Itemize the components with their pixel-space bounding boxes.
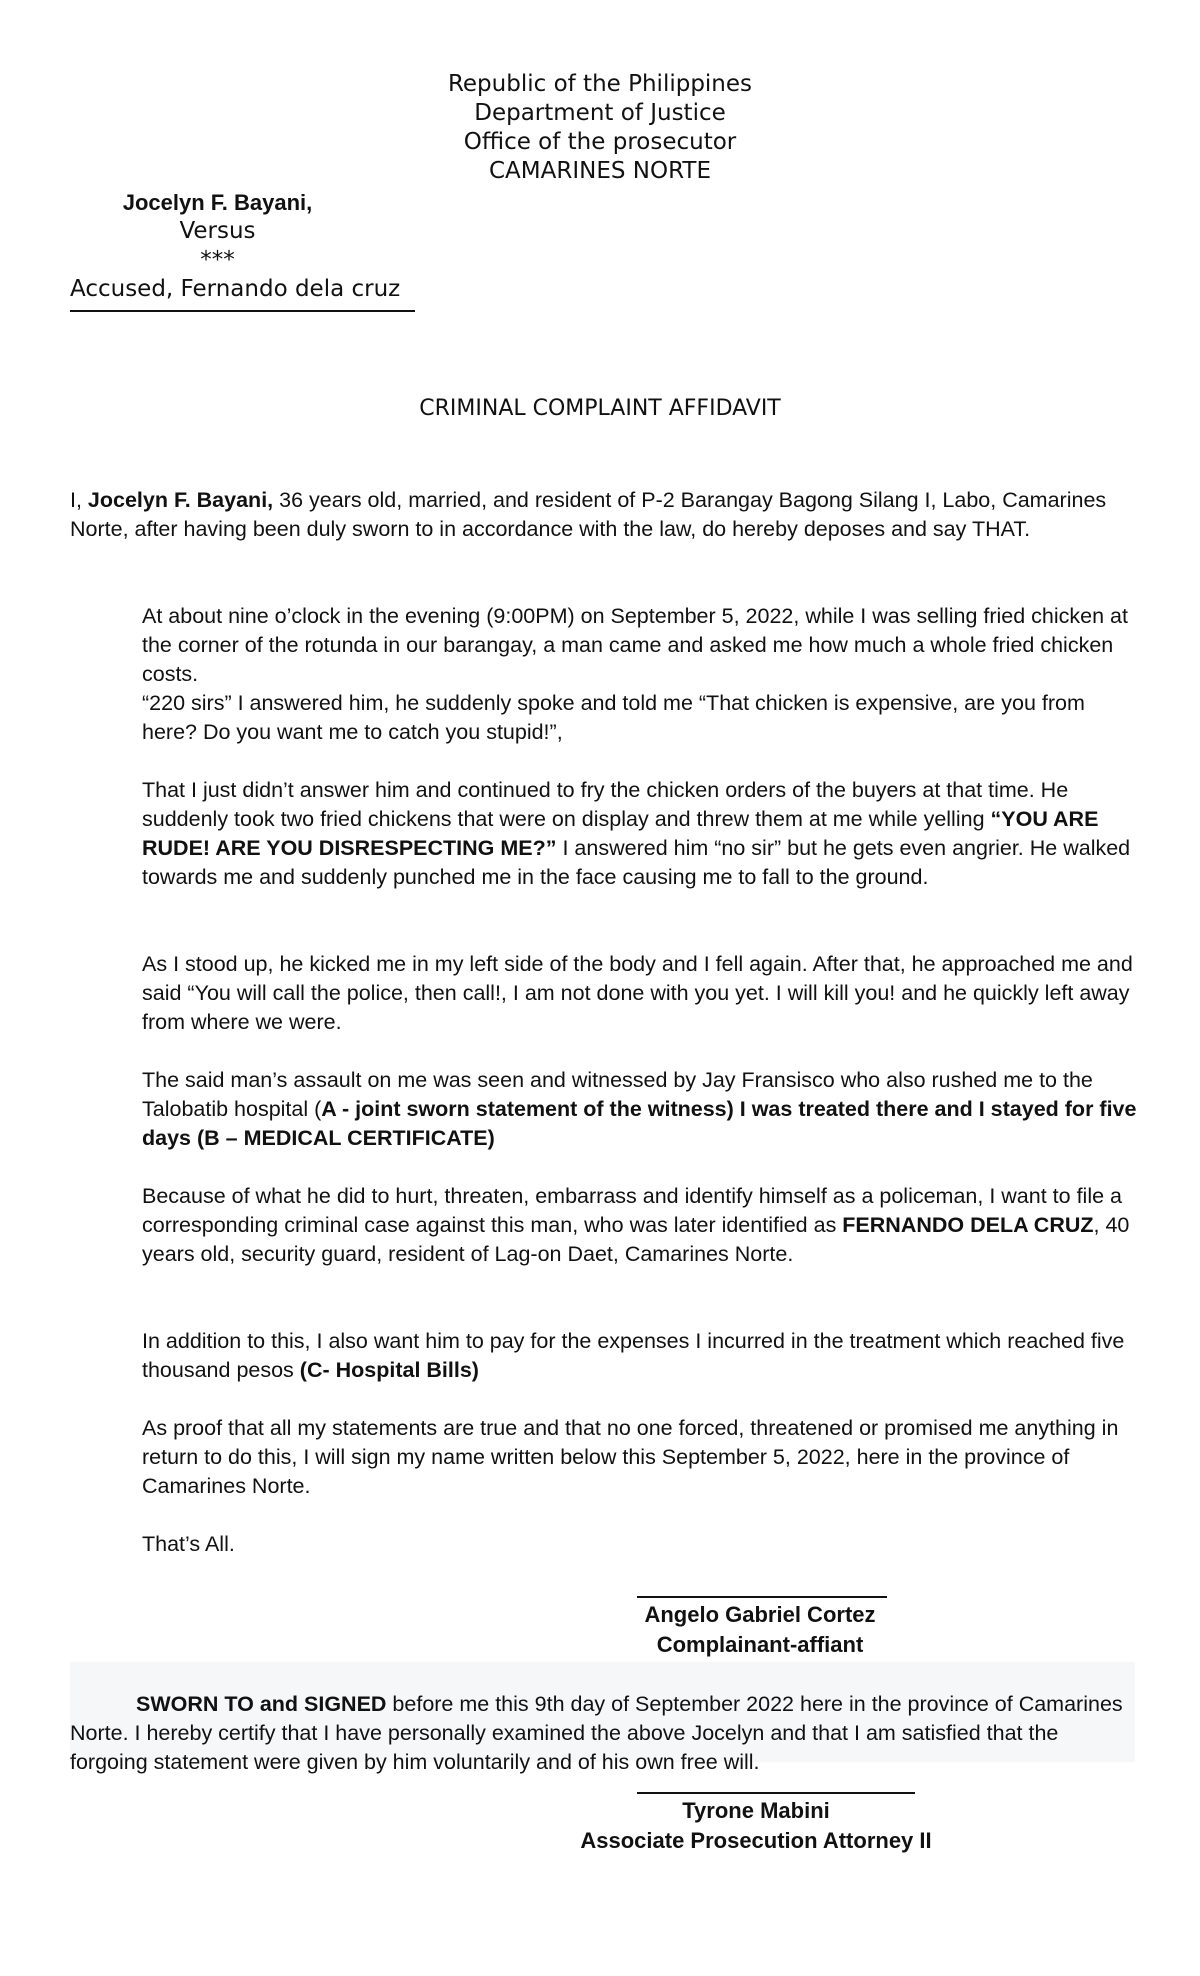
paragraph-witness-text: The said man’s assault on me was seen and witnessed by Jay Fransisco who also rushed me to the Talobatib hospital (	[142, 1068, 1093, 1121]
separator-stars: ***	[200, 247, 235, 273]
paragraph-incident	[142, 602, 1142, 747]
paragraph-witness	[142, 1066, 1142, 1153]
republic-line: Republic of the Philippines	[447, 71, 753, 97]
government-header	[0, 70, 1200, 186]
paragraph-expenses-text: In addition to this, I also want him to pay for the expenses I incurred in the treatment which reached five thousand pesos	[142, 1329, 1125, 1382]
attorney-title: Associate Prosecution Attorney II	[580, 1828, 932, 1853]
intro-name: Jocelyn F. Bayani,	[87, 488, 274, 512]
attorney-signature-block	[556, 1796, 956, 1856]
paragraph-assault-text-a: That I just didn’t answer him and continued to fry the chicken orders of the buyers at that time. He suddenly took two fried chickens that were on display and threw them at me while yelling	[142, 778, 1069, 831]
paragraph-assault-text-b: I answered him “no sir” but he gets even angrier. He walked towards me and suddenly punched me in the face causing me to fall to the ground.	[142, 836, 1131, 889]
complainant-name: Jocelyn F. Bayani,	[122, 190, 313, 215]
province-line: CAMARINES NORTE	[489, 158, 711, 184]
jurat-paragraph	[70, 1690, 1135, 1777]
affiant-role: Complainant-affiant	[656, 1632, 864, 1657]
versus-label: Versus	[179, 218, 256, 244]
case-parties	[70, 188, 415, 312]
paragraph-identification-text-b: , 40 years old, security guard, resident of Lag-on Daet, Camarines Norte.	[142, 1213, 1130, 1266]
department-line: Department of Justice	[474, 100, 726, 126]
paragraph-incident-quote: “220 sirs” I answered him, he suddenly spoke and told me “That chicken is expensive, are you from here? Do you want me to catch you stupid!”,	[142, 691, 1085, 744]
intro-post: 36 years old, married, and resident of P-2 Barangay Bagong Silang I, Labo, Camarines Norte, after having been duly sworn to in accordance with the law, do hereby deposes and say THAT.	[70, 488, 1107, 541]
intro-pre: I,	[70, 488, 88, 512]
paragraph-expenses-annex: (C- Hospital Bills)	[299, 1358, 479, 1382]
accused-full-name: FERNANDO DELA CRUZ	[842, 1213, 1094, 1237]
paragraph-proof: As proof that all my statements are true and that no one forced, threatened or promised me anything in return to do this, I will sign my name written below this September 5, 2022, here in the province of Camarines Norte.	[142, 1416, 1119, 1498]
paragraph-identification	[142, 1182, 1142, 1269]
paragraph-expenses	[142, 1327, 1142, 1385]
paragraph-witness-annex: A - joint sworn statement of the witness) I was treated there and I stayed for five days (B – MEDICAL CERTIFICATE)	[142, 1097, 1137, 1150]
jurat-heading: SWORN TO and SIGNED	[136, 1692, 387, 1716]
document-title: CRIMINAL COMPLAINT AFFIDAVIT	[419, 396, 781, 421]
attorney-name: Tyrone Mabini	[682, 1798, 830, 1823]
accused-name: Accused, Fernando dela cruz	[70, 276, 401, 302]
affiant-signature-block	[600, 1600, 920, 1660]
parties-divider	[70, 310, 415, 312]
affiant-signature-line	[637, 1596, 887, 1598]
paragraph-kick: As I stood up, he kicked me in my left side of the body and I fell again. After that, he approached me and said “You will call the police, then call!, I am not done with you yet. I will kill you! and he quickly left away from where we were.	[142, 952, 1133, 1034]
paragraph-assault-quote: “YOU ARE RUDE! ARE YOU DISRESPECTING ME?”	[142, 807, 1099, 860]
affiant-name: Angelo Gabriel Cortez	[644, 1602, 876, 1627]
jurat-text: before me this 9th day of September 2022 here in the province of Camarines Norte. I hereby certify that I have personally examined the above Jocelyn and that I am satisfied that the forgoing statement were given by him voluntarily and of his own free will.	[70, 1692, 1123, 1774]
paragraph-assault	[142, 776, 1142, 892]
paragraph-incident-text: At about nine o’clock in the evening (9:00PM) on September 5, 2022, while I was selling fried chicken at the corner of the rotunda in our barangay, a man came and asked me how much a whole fried chicken costs.	[142, 604, 1128, 686]
attorney-signature-line	[637, 1792, 915, 1794]
office-line: Office of the prosecutor	[463, 129, 737, 155]
intro-paragraph	[70, 486, 1140, 544]
paragraph-closing: That’s All.	[142, 1532, 235, 1556]
paragraph-identification-text-a: Because of what he did to hurt, threaten, embarrass and identify himself as a policeman, I want to file a corresponding criminal case against this man, who was later identified as	[142, 1184, 1122, 1237]
